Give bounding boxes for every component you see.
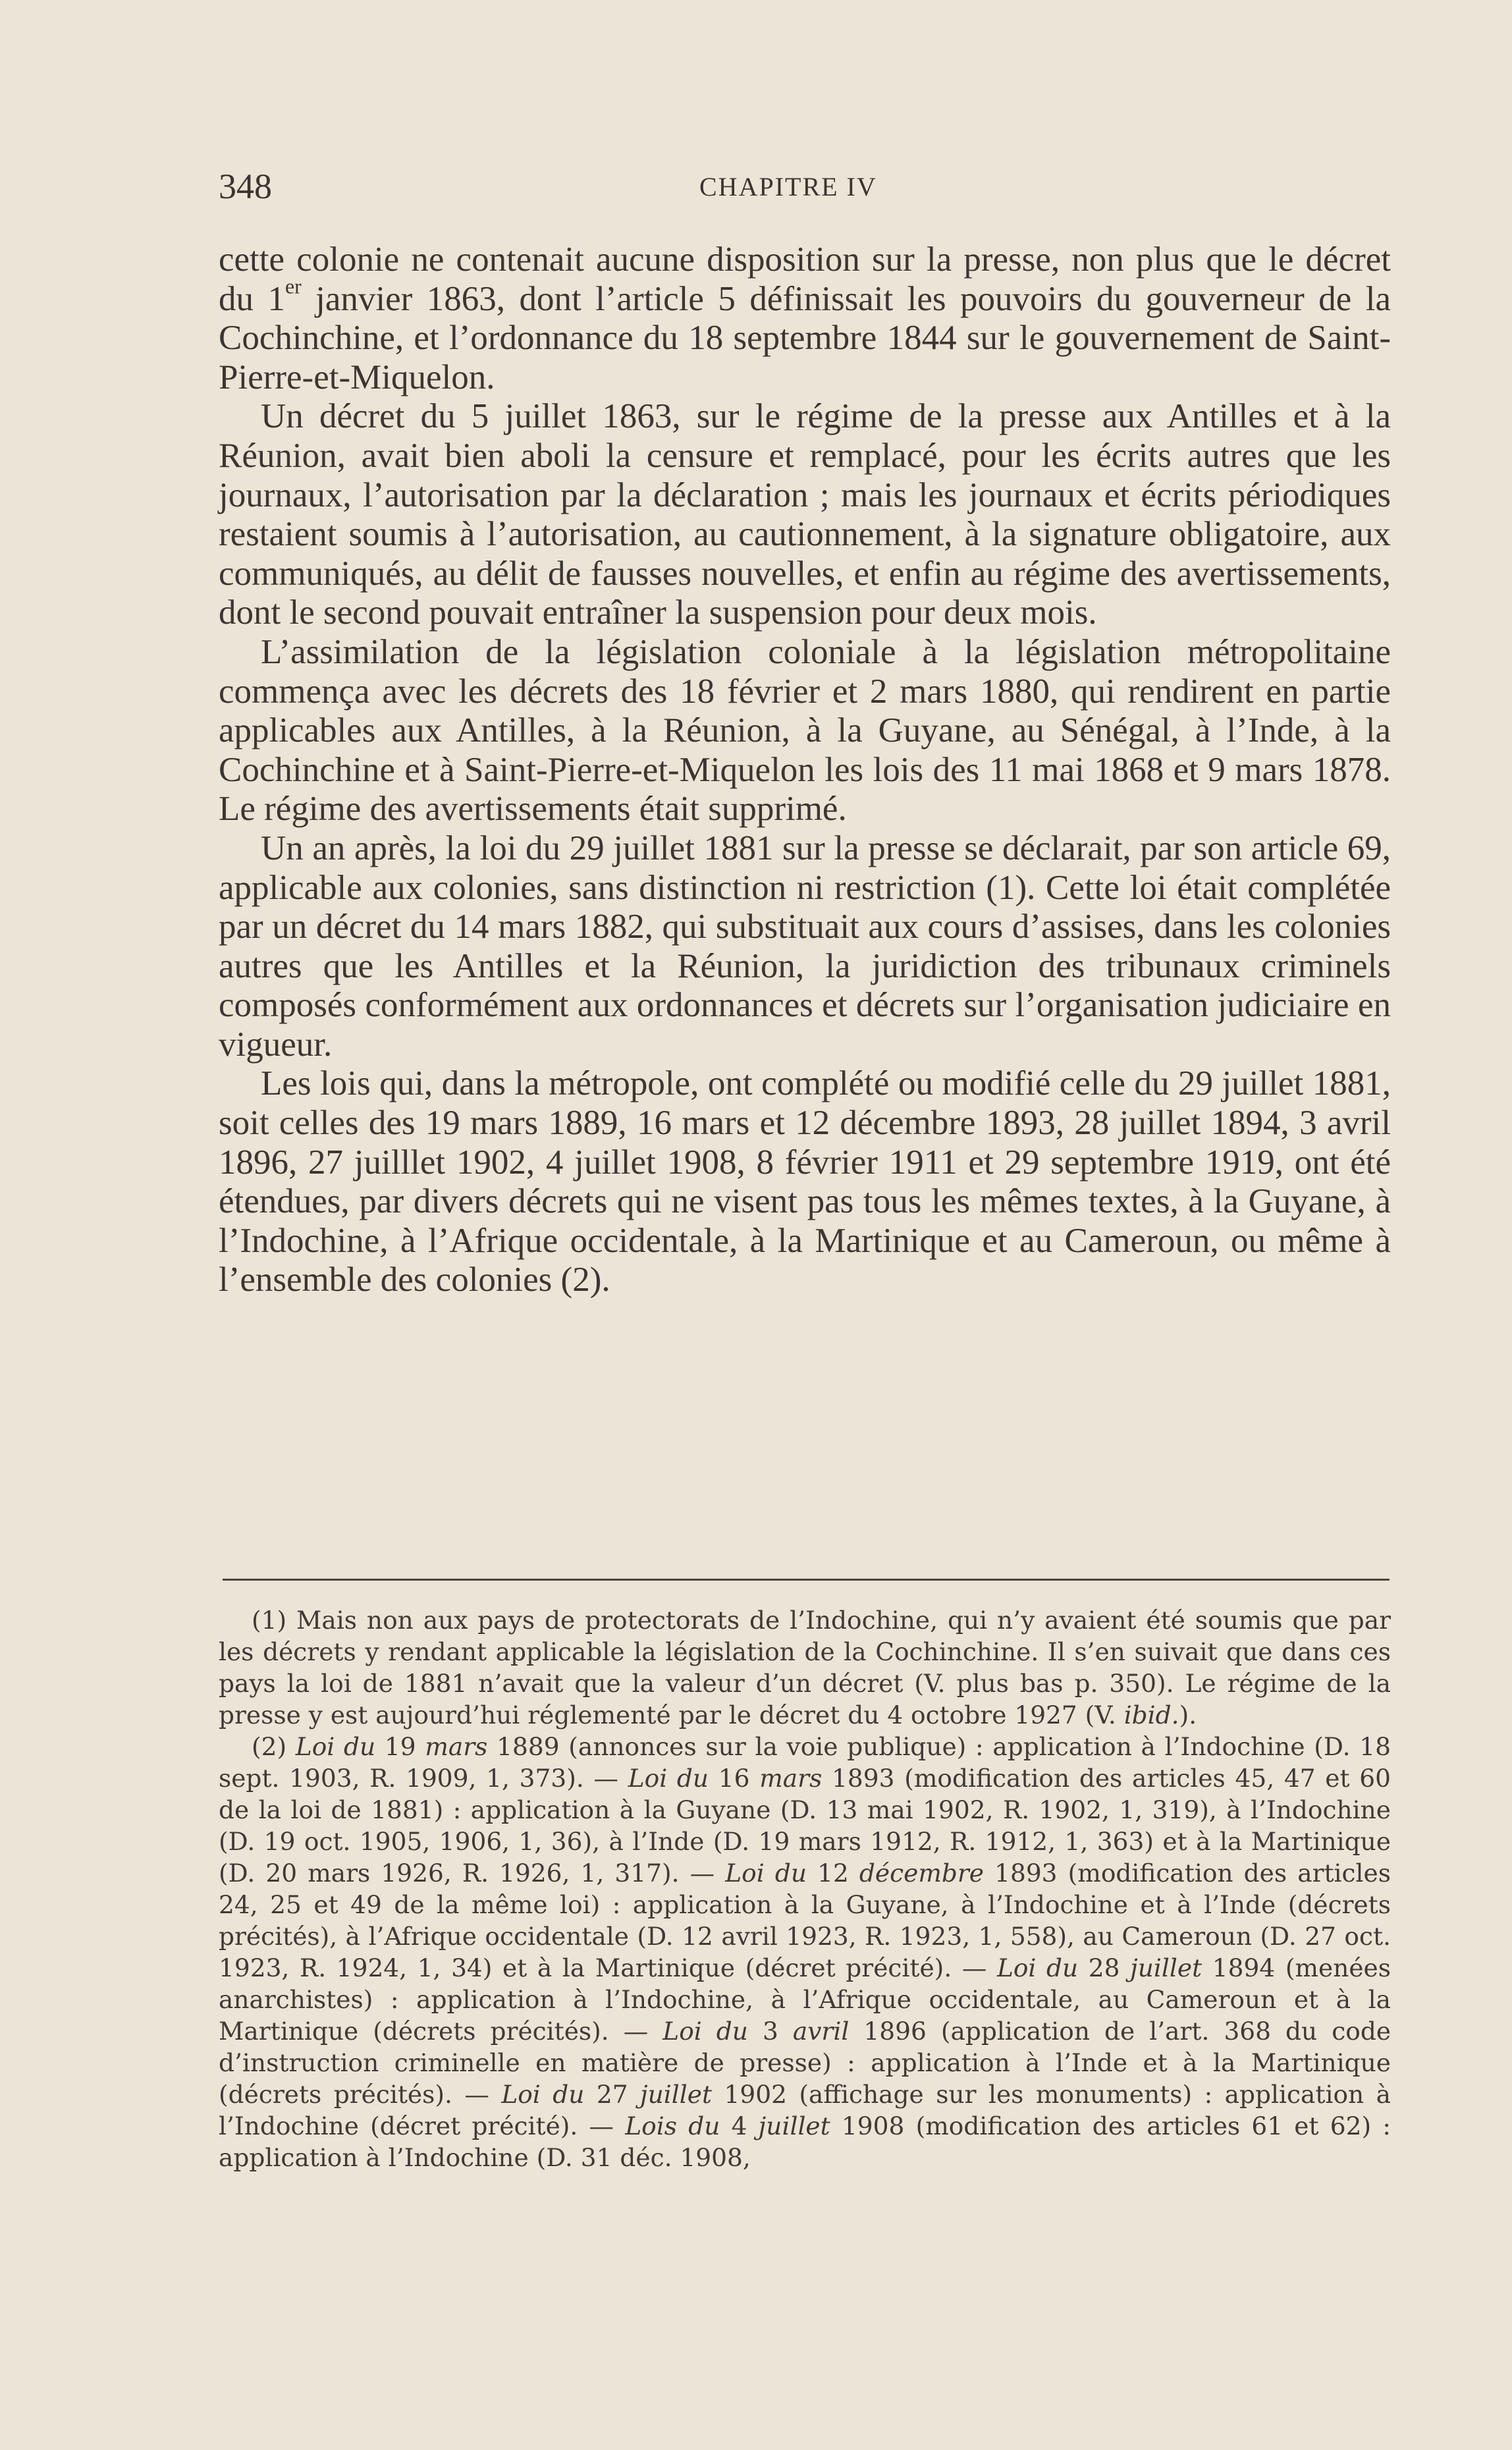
footnote-2-italic: Loi du bbox=[725, 1859, 807, 1888]
footnote-2-text: 1889 (annonces sur la voie publique) : application à l’Indochine (D. 18 sept. 1903, R. 1909, 1, 373). — bbox=[219, 1732, 1391, 1793]
footnote-2-italic: mars bbox=[425, 1732, 488, 1761]
paragraph-3: L’assimilation de la législation coloniale à la législation métropolitaine commença avec les décrets des 18 février et 2 mars 1880, qui rendirent en partie applicables aux Antilles, à la Réunion, à la Guyane, au Sénégal, à l’Inde, à la Cochinchine et à Saint-Pierre-et-Miquelon les lois des 11 mai 1868 et 9 mars 1878. Le régime des avertissements était supprimé. bbox=[219, 632, 1391, 829]
page-number: 348 bbox=[219, 167, 272, 206]
paragraph-1-text-a: cette colonie ne contenait aucune disposition sur la presse, non plus que le décret du 1 bbox=[219, 240, 1391, 318]
footnote-2-text: 1902 (affichage sur les monuments) : application à l’Indochine (décret précité). — bbox=[219, 2080, 1391, 2140]
paragraph-1 bbox=[219, 240, 1391, 397]
footnote-2-text: 27 bbox=[584, 2080, 641, 2109]
footnote-2-italic: avril bbox=[792, 2017, 850, 2046]
paragraph-4: Un an après, la loi du 29 juillet 1881 sur la presse se déclarait, par son article 69, applicable aux colonies, sans distinction ni restriction (1). Cette loi était complétée par un décret du 14 mars 1882, qui substituait aux cours d’assises, dans les colonies autres que les Antilles et la Réunion, la juridiction des tribunaux criminels composés conformément aux ordonnances et décrets sur l’organisation judiciaire en vigueur. bbox=[219, 829, 1391, 1064]
footnote-2-italic: juillet bbox=[640, 2080, 713, 2109]
footnote-2-italic: Lois du bbox=[625, 2111, 720, 2140]
footnote-2-italic: Loi du bbox=[295, 1732, 376, 1761]
footnote-1-end: ). bbox=[1179, 1701, 1197, 1729]
footnote-2-text: 12 bbox=[807, 1859, 859, 1888]
main-text bbox=[219, 240, 1391, 1300]
footnote-1-ibid: ibid. bbox=[1123, 1701, 1179, 1729]
footnote-2-text: 1894 (menées anarchistes) : application à l’Indochine, à l’Afrique occidentale, au Cameroun et à la Martinique (décrets précités). — bbox=[219, 1953, 1391, 2046]
footnote-2-text: 19 bbox=[375, 1732, 425, 1761]
footnote-2-italic: juillet bbox=[1130, 1953, 1202, 1982]
footnote-1-text: (1) Mais non aux pays de protectorats de l’Indochine, qui n’y avaient été soumis que par les décrets y rendant applicable la législation de la Cochinchine. Il s’en suivait que dans ces pays la loi de 1881 n’avait que la valeur d’un décret (V. plus bas p. 350). Le régime de la presse y est aujourd’hui réglementé par le décret du 4 octobre 1927 (V. bbox=[219, 1606, 1391, 1729]
running-head: CHAPITRE IV bbox=[699, 172, 877, 202]
footnote-2-italic: Loi du bbox=[662, 2017, 748, 2046]
footnote-2-text: 28 bbox=[1078, 1953, 1131, 1982]
footnote-divider bbox=[223, 1579, 1390, 1581]
footnote-2-text: (2) bbox=[252, 1732, 296, 1761]
paragraph-1-text-b: janvier 1863, dont l’article 5 définissait les pouvoirs du gouverneur de la Cochinchine, et l’ordonnance du 18 septembre 1844 sur le gouvernement de Saint-Pierre-et-Miquelon. bbox=[219, 279, 1391, 396]
footnote-2-text: 1896 (application de l’art. 368 du code d’instruction criminelle en matière de presse) : application à l’Inde et à la Martinique (décrets précités). — bbox=[219, 2017, 1391, 2109]
footnote-2-text: 3 bbox=[747, 2017, 793, 2046]
footnote-2-text: 1908 (modification des articles 61 et 62) : application à l’Indochine (D. 31 déc. 1908, bbox=[219, 2111, 1391, 2172]
footnote-2-text: 1893 (modification des articles 24, 25 et 49 de la même loi) : application à la Guyane, à l’Indochine et à l’Inde (décrets précités), à l’Afrique occidentale (D. 12 avril 1923, R. 1923, 1, 558), au Cameroun (D. 27 oct. 1923, R. 1924, 1, 34) et à la Martinique (décret précité). — bbox=[219, 1859, 1391, 1982]
footnote-2-text: 4 bbox=[720, 2111, 759, 2140]
footnote-2-italic: mars bbox=[759, 1764, 823, 1793]
footnotes bbox=[219, 1604, 1391, 2173]
footnote-2-text: 1893 (modification des articles 45, 47 et 60 de la loi de 1881) : application à la Guyane (D. 13 mai 1902, R. 1902, 1, 319), à l’Indochine (D. 19 oct. 1905, 1906, 1, 36), à l’Inde (D. 19 mars 1912, R. 1912, 1, 363) et à la Martinique (D. 20 mars 1926, R. 1926, 1, 317). — bbox=[219, 1764, 1391, 1888]
footnote-2 bbox=[219, 1731, 1391, 2173]
footnote-2-italic: Loi du bbox=[501, 2080, 585, 2109]
footnote-1 bbox=[219, 1604, 1391, 1731]
superscript-er: er bbox=[284, 275, 302, 298]
footnote-2-italic: Loi du bbox=[996, 1953, 1079, 1982]
footnote-2-italic: Loi du bbox=[628, 1764, 709, 1793]
paragraph-5: Les lois qui, dans la métropole, ont complété ou modifié celle du 29 juillet 1881, soit celles des 19 mars 1889, 16 mars et 12 décembre 1893, 28 juillet 1894, 3 avril 1896, 27 juilllet 1902, 4 juillet 1908, 8 février 1911 et 29 septembre 1919, ont été étendues, par divers décrets qui ne visent pas tous les mêmes textes, à la Guyane, à l’Indochine, à l’Afrique occidentale, à la Martinique et au Cameroun, ou même à l’ensemble des colonies (2). bbox=[219, 1064, 1391, 1299]
page-header bbox=[219, 163, 1391, 209]
footnote-2-italic: décembre bbox=[859, 1859, 984, 1888]
paragraph-2: Un décret du 5 juillet 1863, sur le régime de la presse aux Antilles et à la Réunion, avait bien aboli la censure et remplacé, pour les écrits autres que les journaux, l’autorisation par la déclaration ; mais les journaux et écrits périodiques restaient soumis à l’autorisation, au cautionnement, à la signature obligatoire, aux communiqués, au délit de fausses nouvelles, et enfin au régime des avertissements, dont le second pouvait entraîner la suspension pour deux mois. bbox=[219, 397, 1391, 632]
footnote-2-italic: juillet bbox=[758, 2111, 830, 2140]
footnote-2-text: 16 bbox=[709, 1764, 760, 1793]
